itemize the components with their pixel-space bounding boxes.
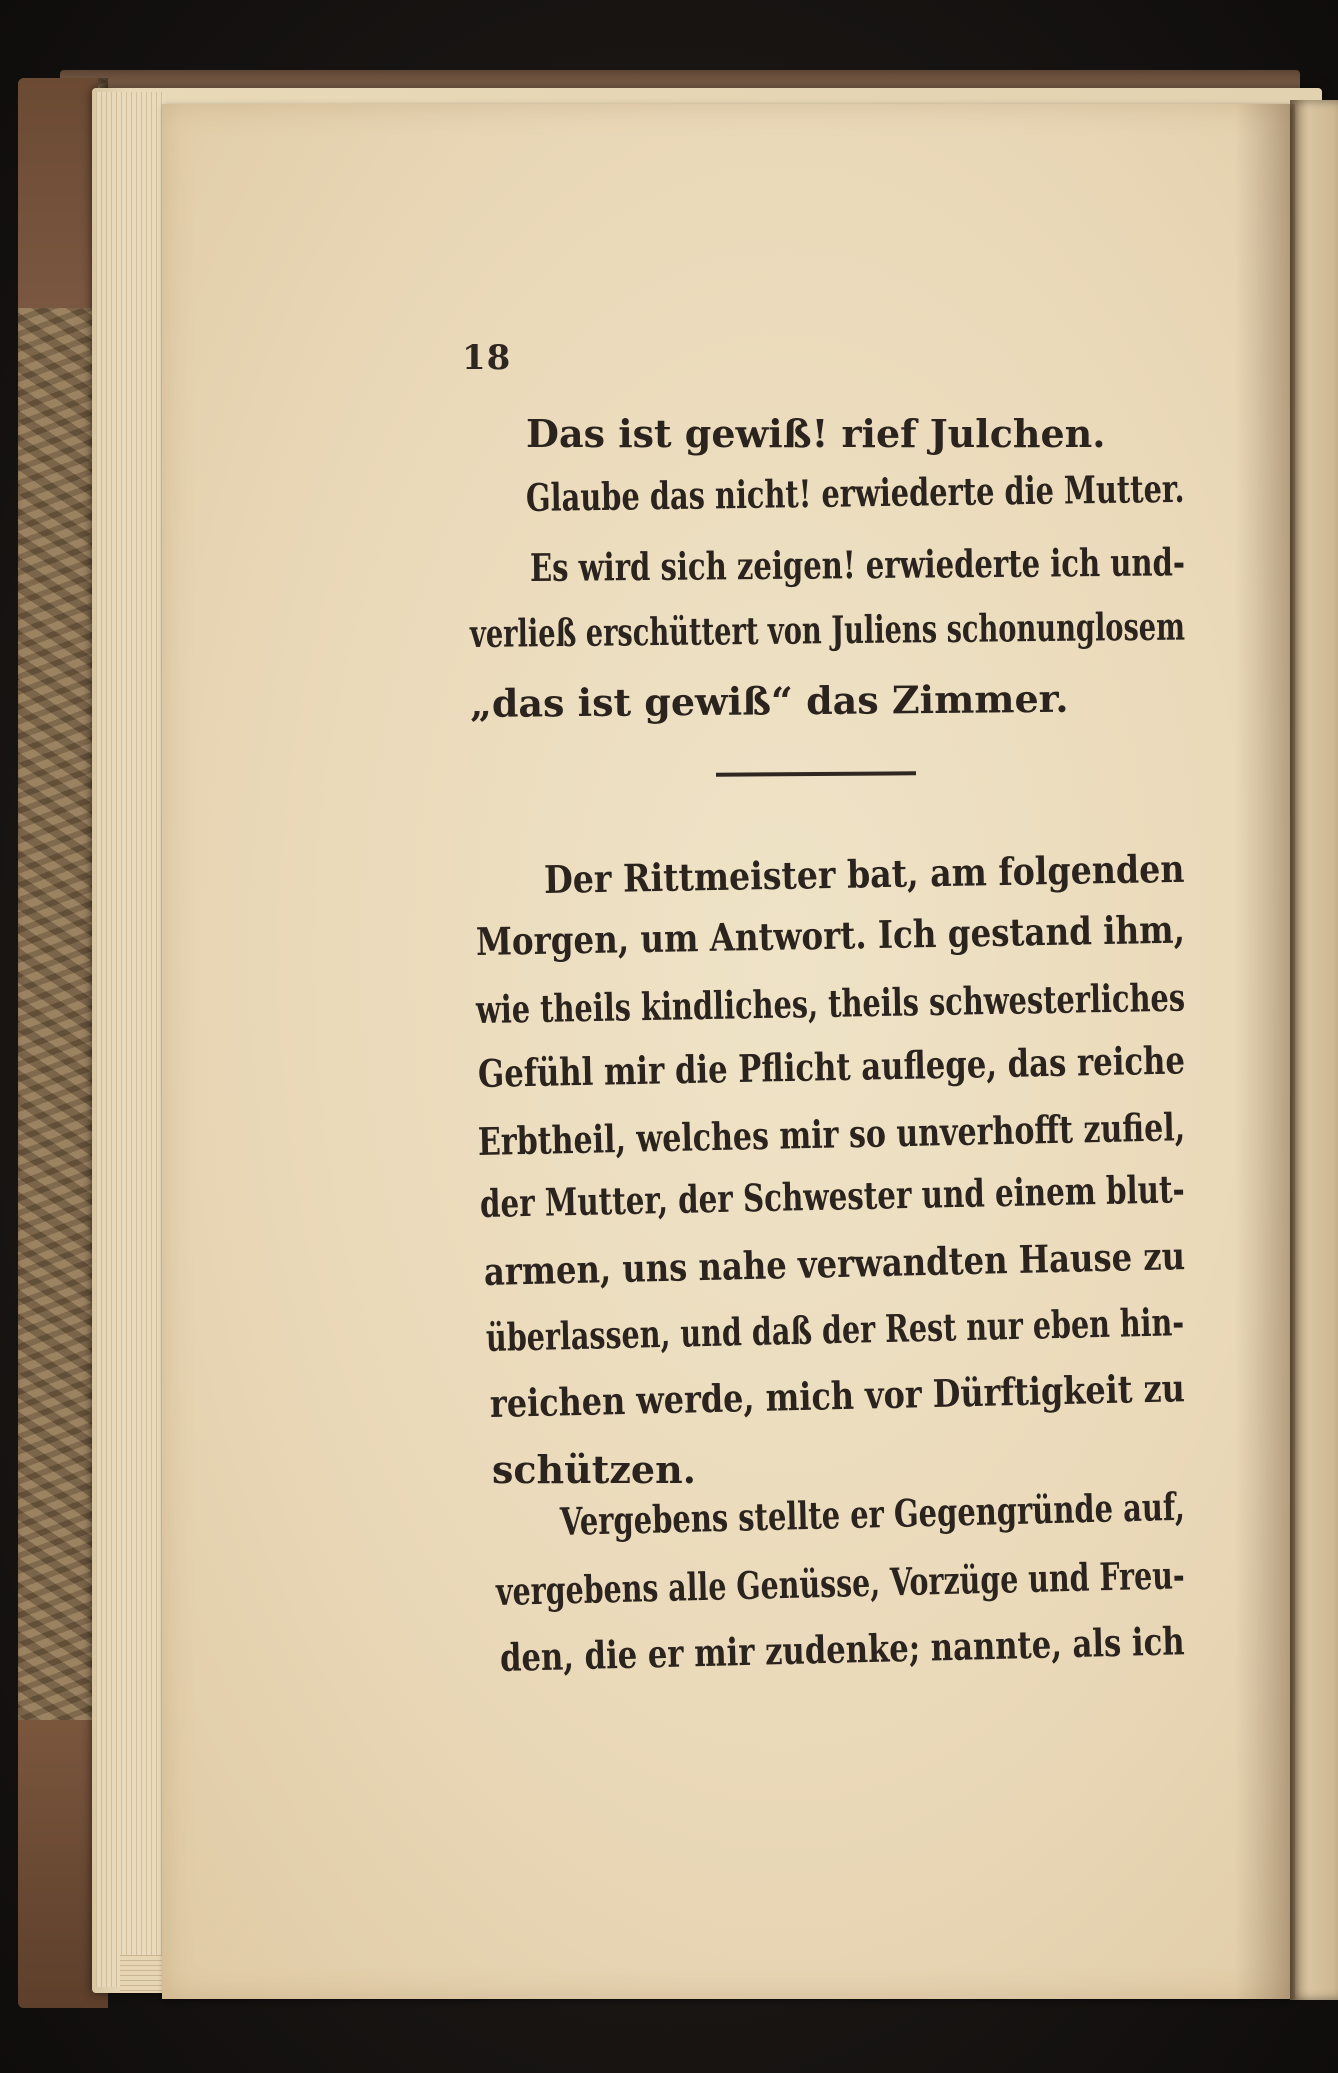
text-line: Es wird sich zeigen! erwiederte ich und- <box>529 539 1186 590</box>
text-line: wie theils kindliches, theils schwesterliches <box>475 974 1186 1032</box>
leather-corner-top <box>18 78 98 308</box>
text-line: der Mutter, der Schwester und einem blut- <box>479 1166 1186 1226</box>
gutter-shadow <box>1235 104 1295 1999</box>
text-line: Das ist gewiß! rief Julchen. <box>526 411 1106 456</box>
text-line: vergebens alle Genüsse, Vorzüge und Freu- <box>495 1552 1186 1614</box>
text-line: schützen. <box>492 1447 696 1492</box>
text-line: Der Rittmeister bat, am folgenden <box>543 845 1185 902</box>
facing-page-edge <box>1290 100 1338 2000</box>
text-line: „das ist gewiß“ das Zimmer. <box>469 675 1069 726</box>
text-line: Erbtheil, welches mir so unverhofft zufiel, <box>477 1104 1186 1164</box>
text-line: den, die er mir zudenke; nannte, als ich <box>499 1618 1186 1680</box>
text-line: armen, uns nahe verwandten Hause zu <box>483 1233 1186 1294</box>
text-line: Glaube das nicht! erwiederte die Mutter. <box>525 465 1185 520</box>
text-line: Vergebens stellte er Gegengründe auf, <box>559 1483 1186 1544</box>
page-edges <box>96 92 166 1987</box>
text-line: Gefühl mir die Pflicht auflege, das reiche <box>477 1037 1186 1096</box>
text-line: reichen werde, mich vor Dürftigkeit zu <box>489 1365 1186 1426</box>
page-number: 18 <box>462 338 512 378</box>
text-line: überlassen, und daß der Rest nur eben hin- <box>485 1299 1185 1360</box>
text-line: Morgen, um Antwort. Ich gestand ihm, <box>475 906 1186 964</box>
text-line: verließ erschüttert von Juliens schonunglosem <box>469 603 1186 656</box>
